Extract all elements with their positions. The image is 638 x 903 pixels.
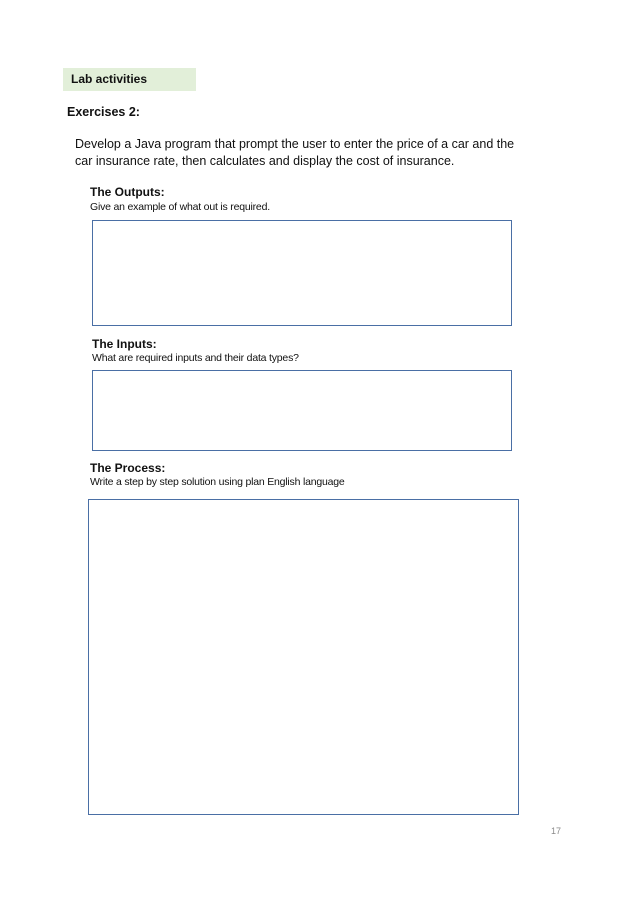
outputs-heading: The Outputs: [90, 185, 165, 199]
prompt-line-1: Develop a Java program that prompt the user to enter the price of a car and the [75, 137, 515, 151]
process-hint: Write a step by step solution using plan English language [90, 476, 345, 488]
exercise-prompt [75, 136, 515, 170]
process-answer-box[interactable] [88, 499, 519, 815]
outputs-answer-box[interactable] [92, 220, 512, 326]
outputs-hint: Give an example of what out is required. [90, 201, 270, 213]
inputs-answer-box[interactable] [92, 370, 512, 451]
prompt-line-2: car insurance rate, then calculates and display the cost of insurance. [75, 154, 455, 168]
page-number: 17 [551, 826, 562, 836]
inputs-hint: What are required inputs and their data types? [92, 352, 299, 364]
process-heading: The Process: [90, 461, 166, 475]
inputs-heading: The Inputs: [92, 337, 157, 351]
exercise-title: Exercises 2: [67, 105, 140, 119]
lab-activities-badge: Lab activities [63, 68, 196, 91]
